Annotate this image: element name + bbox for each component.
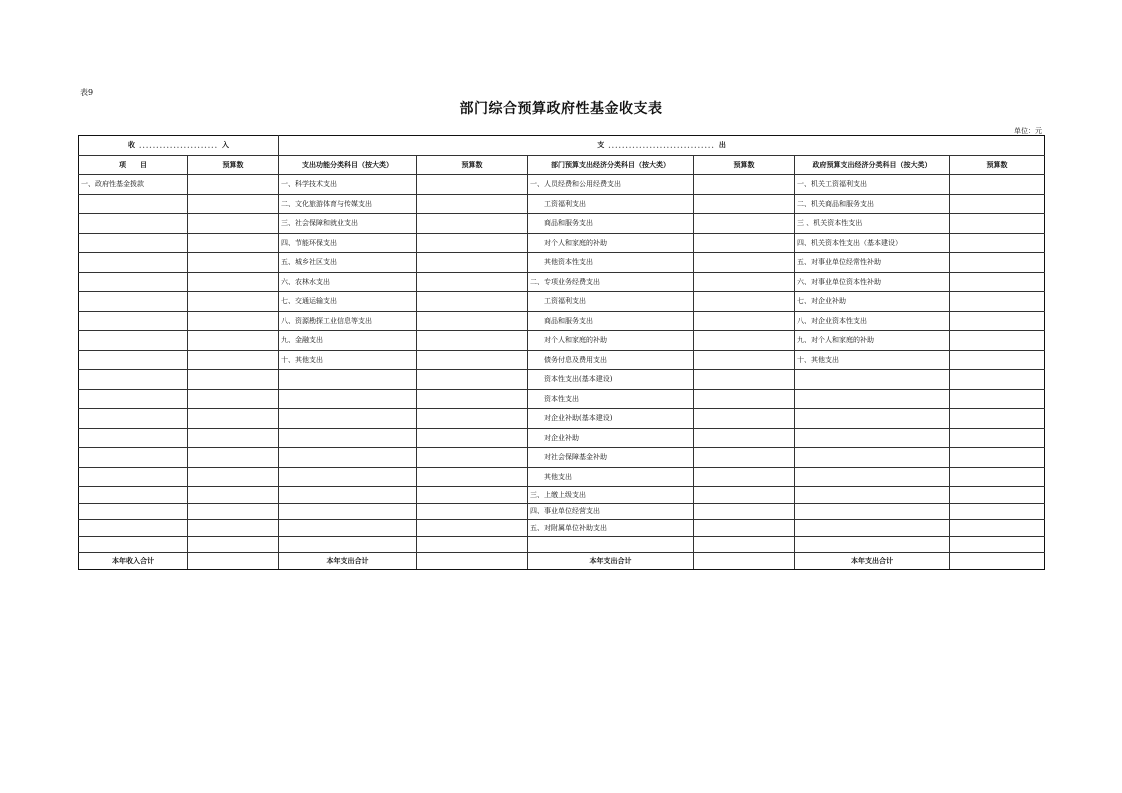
func-budget-cell [417,448,528,468]
func-budget-cell [417,428,528,448]
func-class-cell: 一、科学技术支出 [279,175,417,195]
func-budget-cell [417,331,528,351]
dept-econ-cell: 商品和服务支出 [528,214,694,234]
gov-econ-cell: 二、机关商品和服务支出 [795,194,950,214]
table-row [79,389,1045,409]
table-row [79,536,1045,553]
dept-budget-cell [694,520,795,537]
income-item-cell [79,536,188,553]
gov-budget-cell [950,467,1045,487]
gov-budget-cell [950,194,1045,214]
func-budget-cell [417,311,528,331]
func-class-cell: 五、城乡社区支出 [279,253,417,273]
dept-total-label: 本年支出合计 [528,553,694,570]
income-item-cell [79,272,188,292]
income-budget-cell [188,350,279,370]
gov-econ-cell [795,503,950,520]
table-number: 表9 [80,88,94,97]
gov-budget-cell [950,536,1045,553]
column-header-row [79,155,1045,175]
gov-econ-cell: 四、机关资本性支出（基本建设） [795,233,950,253]
income-budget-cell [188,448,279,468]
col-header-func-budget: 预算数 [417,155,528,175]
dept-econ-cell: 一、人员经费和公用经费支出 [528,175,694,195]
expense-section-header [279,136,1045,156]
func-class-cell: 七、交通运输支出 [279,292,417,312]
income-item-cell [79,370,188,390]
income-item-cell [79,487,188,504]
dept-econ-cell [528,536,694,553]
func-class-cell [279,389,417,409]
func-class-cell: 四、节能环保支出 [279,233,417,253]
dept-budget-cell [694,253,795,273]
income-budget-cell [188,370,279,390]
dept-econ-cell: 对个人和家庭的补助 [528,233,694,253]
func-budget-cell [417,520,528,537]
func-class-cell [279,448,417,468]
gov-econ-cell [795,370,950,390]
gov-econ-cell [795,409,950,429]
table-row [79,409,1045,429]
table-row [79,292,1045,312]
col-header-dept-budget: 预算数 [694,155,795,175]
func-class-cell: 八、资源勘探工业信息等支出 [279,311,417,331]
dept-econ-cell: 资本性支出 [528,389,694,409]
table-row [79,448,1045,468]
income-budget-cell [188,253,279,273]
income-item-cell [79,331,188,351]
func-budget-cell [417,350,528,370]
income-item-cell [79,214,188,234]
table-row [79,253,1045,273]
gov-budget-cell [950,370,1045,390]
gov-budget-cell [950,428,1045,448]
dept-budget-cell [694,503,795,520]
dept-budget-cell [694,292,795,312]
func-budget-cell [417,536,528,553]
income-item-cell [79,467,188,487]
income-budget-cell [188,272,279,292]
table-row [79,467,1045,487]
income-item-cell [79,350,188,370]
dept-budget-cell [694,536,795,553]
expense-section-right: 出 [718,140,726,150]
table-row [79,233,1045,253]
expense-section-left: 支 [597,140,605,150]
func-budget-cell [417,253,528,273]
gov-budget-cell [950,389,1045,409]
dept-econ-cell: 四、事业单位经营支出 [528,503,694,520]
func-budget-cell [417,194,528,214]
income-section-header [79,136,279,156]
gov-econ-cell: 五、对事业单位经常性补助 [795,253,950,273]
dept-budget-cell [694,272,795,292]
col-header-gov-budget: 预算数 [950,155,1045,175]
table-row [79,272,1045,292]
dept-budget-cell [694,409,795,429]
dept-econ-cell: 商品和服务支出 [528,311,694,331]
func-budget-cell [417,233,528,253]
gov-econ-cell [795,389,950,409]
gov-budget-cell [950,311,1045,331]
func-budget-cell [417,272,528,292]
income-budget-cell [188,194,279,214]
totals-row [79,553,1045,570]
gov-econ-cell [795,536,950,553]
col-header-income-budget: 预算数 [188,155,279,175]
income-section-right: 入 [222,140,230,150]
func-budget-cell [417,487,528,504]
func-class-cell [279,520,417,537]
func-budget-cell [417,175,528,195]
dept-econ-cell: 对个人和家庭的补助 [528,331,694,351]
dept-econ-cell: 二、专项业务经费支出 [528,272,694,292]
dept-budget-cell [694,350,795,370]
gov-econ-cell [795,467,950,487]
func-budget-cell [417,389,528,409]
func-budget-cell [417,409,528,429]
func-class-cell [279,487,417,504]
income-item-cell [79,311,188,331]
dept-econ-cell: 对社会保障基金补助 [528,448,694,468]
income-item-cell [79,428,188,448]
table-row [79,487,1045,504]
dept-econ-cell: 对企业补助(基本建设) [528,409,694,429]
func-budget-cell [417,503,528,520]
income-section-left: 收 [127,140,135,150]
col-header-income-item: 项 目 [79,155,188,175]
income-budget-cell [188,409,279,429]
func-budget-cell [417,214,528,234]
gov-econ-cell: 八、对企业资本性支出 [795,311,950,331]
table-row [79,350,1045,370]
income-budget-cell [188,503,279,520]
income-budget-cell [188,331,279,351]
gov-econ-cell: 六、对事业单位资本性补助 [795,272,950,292]
income-item-cell [79,520,188,537]
gov-budget-cell [950,272,1045,292]
func-class-cell: 六、农林水支出 [279,272,417,292]
dept-budget-cell [694,233,795,253]
dept-econ-cell: 工资福利支出 [528,292,694,312]
income-budget-cell [188,311,279,331]
gov-total-value [950,553,1045,570]
income-item-cell [79,389,188,409]
func-class-cell [279,370,417,390]
gov-econ-cell: 九、对个人和家庭的补助 [795,331,950,351]
func-class-cell [279,503,417,520]
gov-budget-cell [950,448,1045,468]
dept-budget-cell [694,448,795,468]
income-item-cell [79,292,188,312]
func-budget-cell [417,467,528,487]
income-item-cell [79,448,188,468]
income-item-cell [79,409,188,429]
dept-budget-cell [694,311,795,331]
dept-budget-cell [694,194,795,214]
func-total-value [417,553,528,570]
gov-budget-cell [950,409,1045,429]
gov-econ-cell [795,520,950,537]
income-total-label: 本年收入合计 [79,553,188,570]
income-section-dots: ....................... [138,140,219,150]
dept-budget-cell [694,370,795,390]
table-body [79,136,1045,570]
dept-budget-cell [694,175,795,195]
dept-budget-cell [694,331,795,351]
func-class-cell: 三、社会保障和就业支出 [279,214,417,234]
gov-econ-cell [795,428,950,448]
col-header-dept-econ-class: 部门预算支出经济分类科目（按大类） [528,155,694,175]
income-item-cell [79,194,188,214]
gov-budget-cell [950,487,1045,504]
dept-budget-cell [694,214,795,234]
income-item-cell: 一、政府性基金拨款 [79,175,188,195]
income-budget-cell [188,214,279,234]
func-class-cell [279,536,417,553]
dept-budget-cell [694,428,795,448]
unit-label: 单位：元 [1014,127,1042,135]
gov-econ-cell [795,487,950,504]
table-row [79,194,1045,214]
gov-econ-cell [795,448,950,468]
dept-budget-cell [694,389,795,409]
gov-budget-cell [950,233,1045,253]
dept-econ-cell: 工资福利支出 [528,194,694,214]
gov-budget-cell [950,214,1045,234]
func-class-cell: 九、金融支出 [279,331,417,351]
gov-budget-cell [950,520,1045,537]
dept-econ-cell: 资本性支出(基本建设) [528,370,694,390]
table-row [79,503,1045,520]
func-total-label: 本年支出合计 [279,553,417,570]
income-budget-cell [188,520,279,537]
dept-econ-cell: 债务付息及费用支出 [528,350,694,370]
gov-econ-cell: 一、机关工资福利支出 [795,175,950,195]
func-class-cell [279,409,417,429]
gov-econ-cell: 七、对企业补助 [795,292,950,312]
dept-econ-cell: 五、对附属单位补助支出 [528,520,694,537]
income-budget-cell [188,389,279,409]
gov-budget-cell [950,175,1045,195]
gov-budget-cell [950,253,1045,273]
table-row [79,331,1045,351]
dept-econ-cell: 对企业补助 [528,428,694,448]
col-header-func-class: 支出功能分类科目（按大类） [279,155,417,175]
dept-econ-cell: 其他资本性支出 [528,253,694,273]
income-budget-cell [188,175,279,195]
page-title: 部门综合预算政府性基金收支表 [459,101,663,117]
func-class-cell [279,467,417,487]
table-row [79,311,1045,331]
section-header-row [79,136,1045,156]
income-item-cell [79,253,188,273]
func-budget-cell [417,370,528,390]
expense-section-dots: ............................... [608,140,715,150]
dept-budget-cell [694,487,795,504]
col-header-gov-econ-class: 政府预算支出经济分类科目（按大类） [795,155,950,175]
income-item-cell [79,503,188,520]
gov-econ-cell: 十、其他支出 [795,350,950,370]
dept-budget-cell [694,467,795,487]
income-item-cell [79,233,188,253]
gov-budget-cell [950,503,1045,520]
income-budget-cell [188,536,279,553]
func-class-cell [279,428,417,448]
dept-econ-cell: 其他支出 [528,467,694,487]
func-class-cell: 十、其他支出 [279,350,417,370]
income-budget-cell [188,292,279,312]
gov-budget-cell [950,331,1045,351]
func-budget-cell [417,292,528,312]
gov-total-label: 本年支出合计 [795,553,950,570]
table-row [79,214,1045,234]
gov-budget-cell [950,292,1045,312]
budget-table [78,135,1045,570]
table-row [79,520,1045,537]
income-budget-cell [188,487,279,504]
income-budget-cell [188,467,279,487]
dept-econ-cell: 三、上缴上级支出 [528,487,694,504]
gov-econ-cell: 三 、机关资本性支出 [795,214,950,234]
income-budget-cell [188,233,279,253]
table-row [79,175,1045,195]
income-budget-cell [188,428,279,448]
table-row [79,370,1045,390]
income-total-value [188,553,279,570]
dept-total-value [694,553,795,570]
func-class-cell: 二、文化旅游体育与传媒支出 [279,194,417,214]
gov-budget-cell [950,350,1045,370]
table-row [79,428,1045,448]
